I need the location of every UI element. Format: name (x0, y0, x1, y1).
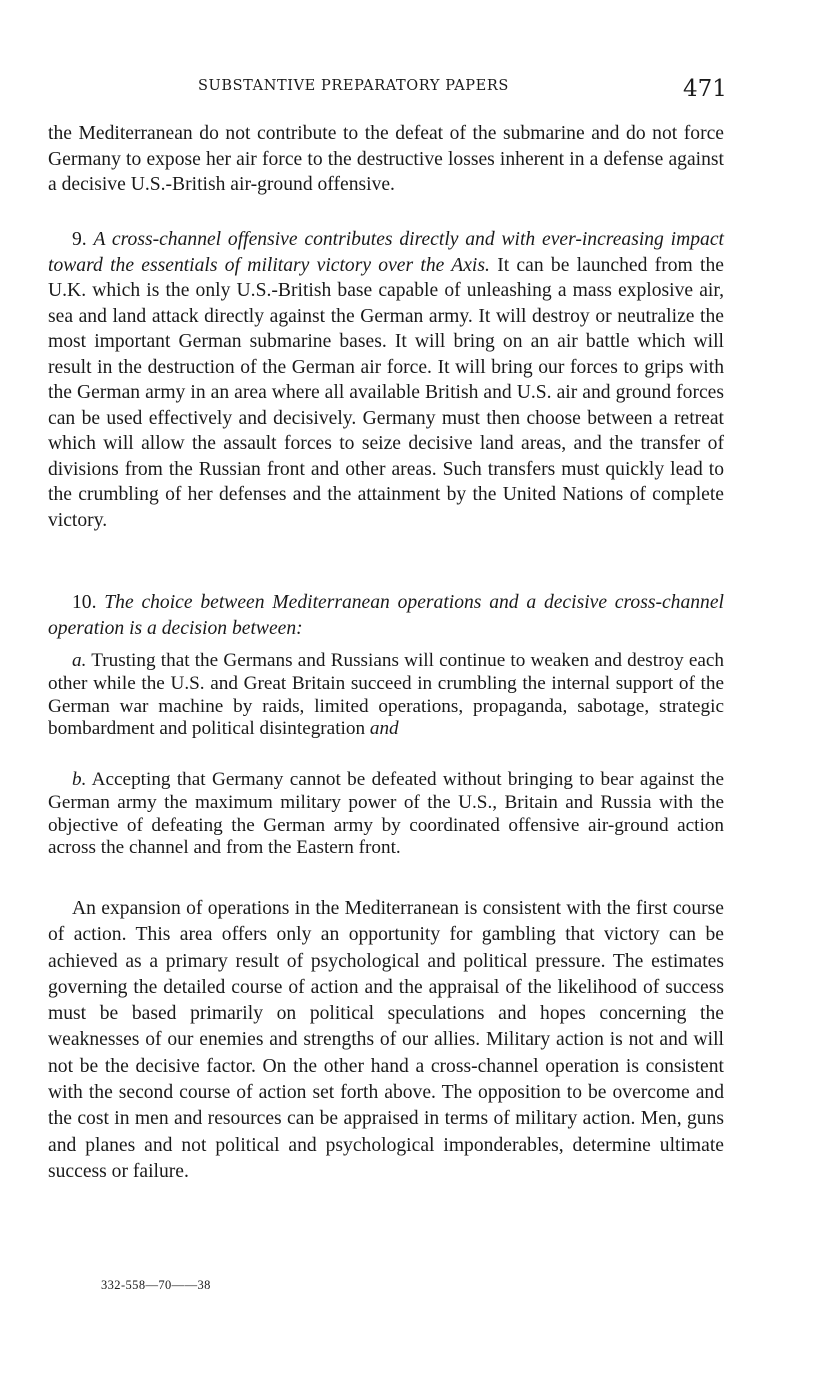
footer-print-code: 332-558—70——38 (101, 1278, 211, 1292)
option-b-label: b. (72, 769, 87, 790)
option-a-text: Trusting that the Germans and Russians will continue to weaken and destroy each other while the U.S. and Great Britain succeed in crumbling the internal support of the German war machine by raids, limited operations, propaganda, sabotage, strategic bombardment and political disintegration (48, 650, 724, 740)
paragraph-10 (48, 590, 724, 641)
option-b (48, 769, 724, 860)
option-a-and: and (369, 718, 399, 740)
option-a-label: a. (72, 650, 87, 671)
option-b-text: Accepting that Germany cannot be defeated without bringing to bear against the German army the maximum military power of the U.S., Britain and Russia with the objective of defeating the German army by coordinated offensive air-ground action across the channel and from the Eastern front. (48, 769, 724, 859)
paragraph-9 (48, 227, 724, 533)
paragraph-9-body: It can be launched from the U.K. which is the only U.S.-British base capable of unleashing a mass explosive air, sea and land attack directly against the German army. It will destroy or neutralize the most important German submarine bases. It will bring on an air battle which will result in the destruction of the German air force. It will bring our forces to grips with the German army in an area where all available British and U.S. air and ground forces can be used effectively and decisively. Germany must then choose between a retreat which will allow the assault forces to seize decisive land areas, and the transfer of divisions from the Russian front and other areas. Such transfers must quickly lead to the crumbling of her defenses and the attainment by the United Nations of complete victory. (48, 254, 724, 531)
paragraph-continued: the Mediterranean do not contribute to the defeat of the submarine and do not force Germany to expose her air force to the destructive losses inherent in a defense against a decisive U.S.-British air-ground offensive. (48, 123, 724, 195)
paragraph-10-heading: The choice between Mediterranean operations and a decisive cross-channel operation is a decision between: (48, 592, 724, 639)
paragraph-final: An expansion of operations in the Mediterranean is consistent with the first course of action. This area offers only an opportunity for gambling that victory can be achieved as a primary result of psychological and political pressure. The estimates governing the detailed course of action and the appraisal of the likelihood of success must be based primarily on political speculations and hopes concerning the weaknesses of our enemies and strengths of our allies. Military action is not and will not be the decisive factor. On the other hand a cross-channel operation is consistent with the second course of action set forth above. The opposition to be overcome and the cost in men and resources can be appraised in terms of military action. Men, guns and planes and not political and psychological imponderables, determine ultimate success or failure. (48, 898, 724, 1182)
paragraph-10-number: 10. (72, 592, 97, 613)
paragraph-9-number: 9. (72, 229, 87, 250)
option-a (48, 650, 724, 741)
page-number: 471 (683, 76, 727, 102)
running-head: SUBSTANTIVE PREPARATORY PAPERS (198, 78, 509, 94)
paragraph-9-heading: A cross-channel offensive contributes directly and with ever-increasing impact toward the essentials of military victory over the Axis. (48, 229, 724, 276)
